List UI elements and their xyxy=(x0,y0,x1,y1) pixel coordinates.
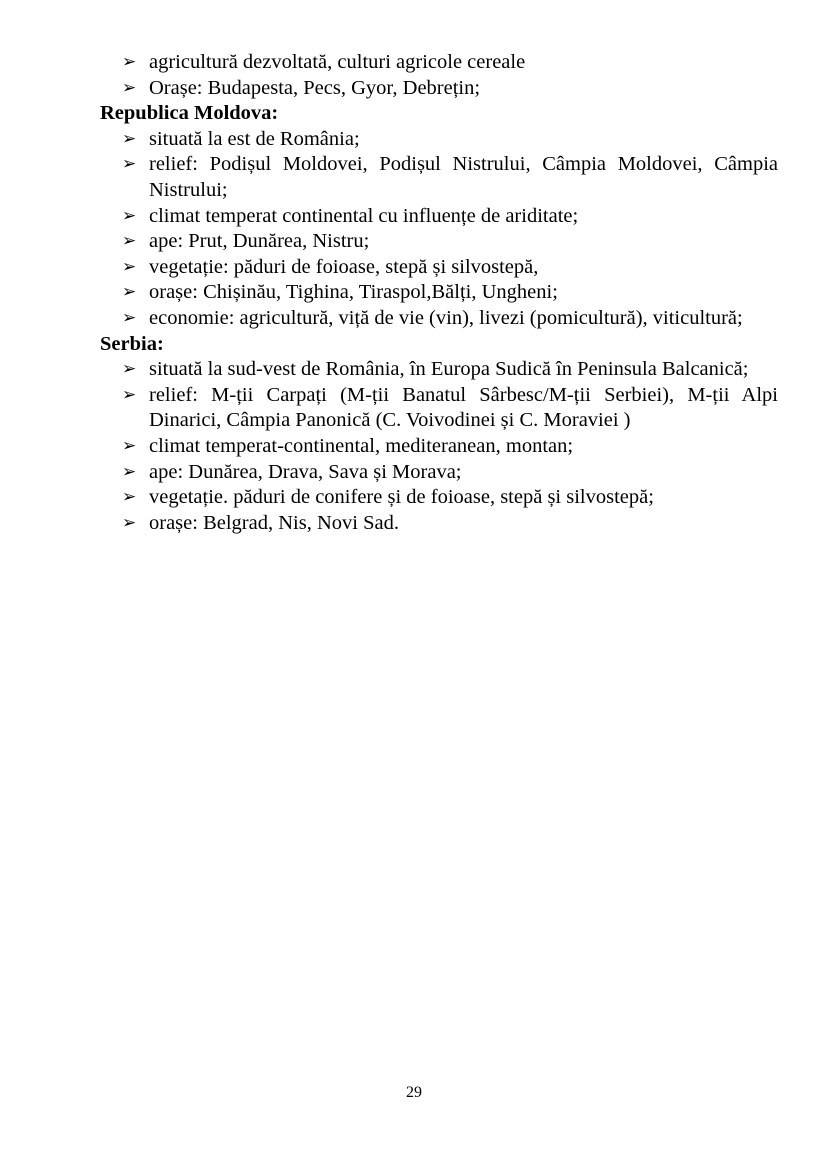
arrow-bullet-icon: ➢ xyxy=(122,128,137,149)
list-item-text: Orașe: Budapesta, Pecs, Gyor, Debrețin; xyxy=(149,76,481,99)
list-item-text: orașe: Chișinău, Tighina, Tiraspol,Bălți, Ungheni; xyxy=(149,281,558,304)
list-item xyxy=(122,127,778,153)
arrow-bullet-icon: ➢ xyxy=(122,461,137,482)
arrow-bullet-icon: ➢ xyxy=(122,435,137,456)
list-item xyxy=(122,357,778,383)
arrow-bullet-icon: ➢ xyxy=(122,384,137,405)
list-item-text: climat temperat-continental, mediteranean, montan; xyxy=(149,434,574,457)
list-item xyxy=(122,204,778,230)
list-item-text: vegetație. păduri de conifere și de foioase, stepă și silvostepă; xyxy=(149,486,654,509)
arrow-bullet-icon: ➢ xyxy=(122,282,137,303)
list-item xyxy=(122,76,778,102)
list-item xyxy=(122,306,778,332)
document-body xyxy=(100,50,778,536)
page-number: 29 xyxy=(406,1084,422,1101)
list-item xyxy=(122,460,778,486)
list-item-text: vegetație: păduri de foioase, stepă și silvostepă, xyxy=(149,255,539,278)
list-item-text: ape: Prut, Dunărea, Nistru; xyxy=(149,230,370,253)
list-item xyxy=(122,255,778,281)
arrow-bullet-icon: ➢ xyxy=(122,359,137,380)
section-heading-serbia: Serbia: xyxy=(100,332,164,355)
list-item-text: agricultură dezvoltată, culturi agricole cereale xyxy=(149,51,526,73)
list-item xyxy=(122,485,778,511)
list-item-text: ape: Dunărea, Drava, Sava și Morava; xyxy=(149,460,462,483)
arrow-bullet-icon: ➢ xyxy=(122,231,137,252)
arrow-bullet-icon: ➢ xyxy=(122,256,137,277)
list-item-text: orașe: Belgrad, Nis, Novi Sad. xyxy=(149,511,399,534)
list-item xyxy=(122,280,778,306)
list-item-text: economie: agricultură, viță de vie (vin), livezi (pomicultură), viticultură; xyxy=(149,306,743,329)
list-item xyxy=(122,511,778,537)
arrow-bullet-icon: ➢ xyxy=(122,307,137,328)
section-heading-moldova: Republica Moldova: xyxy=(100,102,279,125)
list-item-text: situată la est de România; xyxy=(149,127,360,150)
arrow-bullet-icon: ➢ xyxy=(122,205,137,226)
arrow-bullet-icon: ➢ xyxy=(122,154,137,175)
list-item xyxy=(122,229,778,255)
arrow-bullet-icon: ➢ xyxy=(122,77,137,98)
arrow-bullet-icon: ➢ xyxy=(122,487,137,508)
list-item xyxy=(122,50,778,76)
intro-list xyxy=(100,50,778,101)
serbia-list xyxy=(100,357,778,536)
list-item xyxy=(122,152,778,203)
arrow-bullet-icon: ➢ xyxy=(122,52,137,72)
moldova-list xyxy=(100,127,778,332)
list-item-text: relief: Podișul Moldovei, Podișul Nistrului, Câmpia Moldovei, Câmpia Nistrului; xyxy=(149,153,778,201)
list-item-text: relief: M-ții Carpați (M-ții Banatul Sârbesc/M-ții Serbiei), M-ții Alpi Dinarici, Câmpia Panonică (C. Voivodinei și C. Moraviei ) xyxy=(149,383,778,432)
list-item xyxy=(122,383,778,434)
list-item-text: situată la sud-vest de România, în Europa Sudică în Peninsula Balcanică; xyxy=(149,358,749,381)
arrow-bullet-icon: ➢ xyxy=(122,512,137,533)
list-item xyxy=(122,434,778,460)
list-item-text: climat temperat continental cu influențe de ariditate; xyxy=(149,204,579,227)
